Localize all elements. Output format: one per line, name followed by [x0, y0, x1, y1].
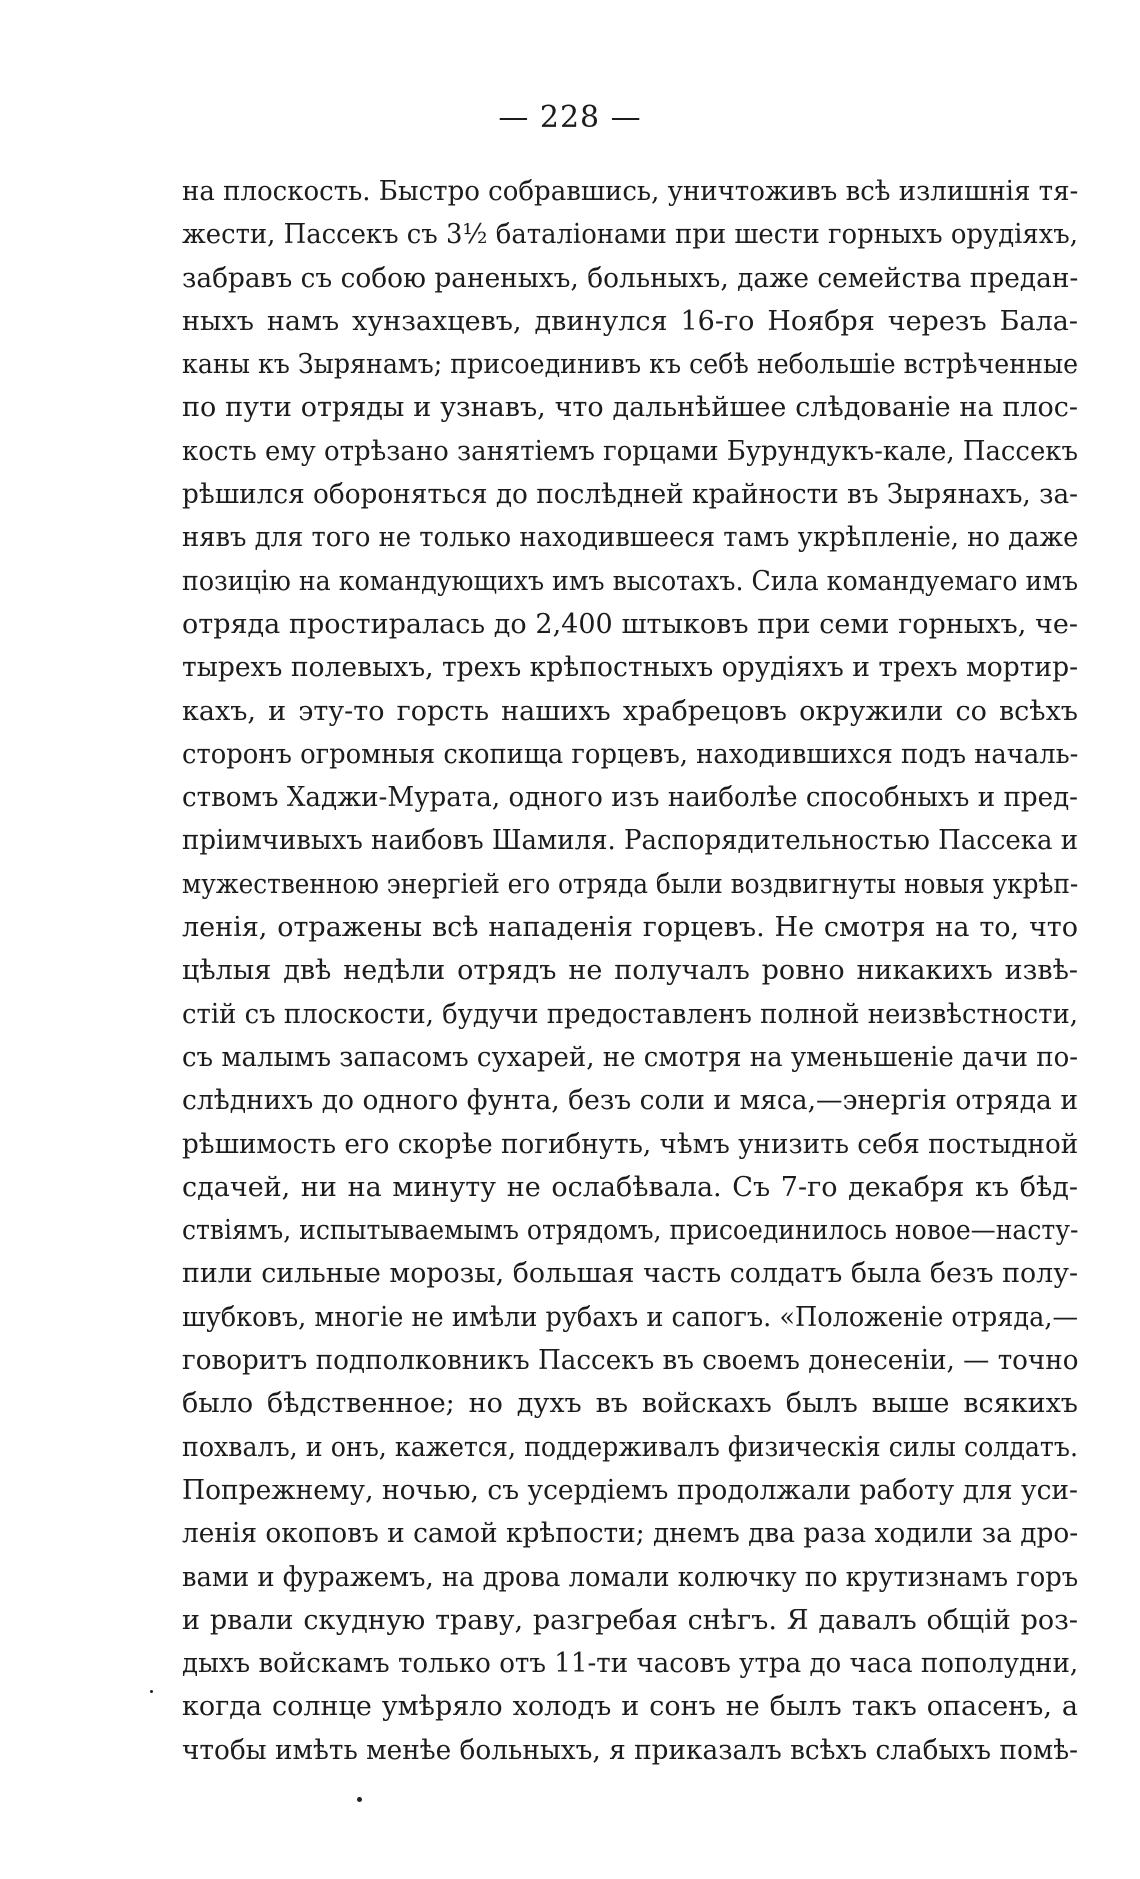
body-text — [182, 170, 1078, 1772]
text-line: слѣднихъ до одного фунта, безъ соли и мяса,—энергія отряда и — [182, 1085, 1078, 1117]
text-line: говоритъ подполковникъ Пассекъ въ своемъ донесеніи, — точно — [182, 1345, 1079, 1377]
text-line: стій съ плоскости, будучи предоставленъ полной неизвѣстности, — [182, 998, 1078, 1030]
page-number: — 228 — — [498, 100, 642, 135]
text-line: ныхъ намъ хунзахцевъ, двинулся 16-го Ноября черезъ Бала- — [182, 305, 1078, 337]
text-line: ленія окоповъ и самой крѣпости; днемъ два раза ходили за дро- — [182, 1518, 1079, 1550]
text-line: когда солнце умѣряло холодъ и сонъ не былъ такъ опасенъ, а — [182, 1691, 1078, 1723]
text-line: нявъ для того не только находившееся тамъ укрѣпленіе, но даже — [182, 522, 1079, 554]
text-line: мужественною энергіей его отряда были воздвигнуты новыя укрѣп- — [182, 868, 1079, 900]
text-line: и рвали скудную траву, разгребая снѣгъ. Я давалъ общій роз- — [182, 1604, 1078, 1636]
text-line: кахъ, и эту-то горсть нашихъ храбрецовъ окружили со всѣхъ — [182, 695, 1078, 727]
text-line: сторонъ огромныя скопища горцевъ, находившихся подъ началь- — [182, 738, 1079, 770]
ink-speck — [150, 1690, 153, 1693]
text-line: на плоскость. Быстро собравшись, уничтоживъ всѣ излишнія тя- — [182, 176, 1079, 207]
text-line: чтобы имѣть менѣе больныхъ, я приказалъ всѣхъ слабыхъ помѣ- — [182, 1734, 1079, 1766]
text-line: сдачей, ни на минуту не ослабѣвала. Съ 7-го декабря къ бѣд- — [182, 1171, 1078, 1203]
text-line: жести, Пассекъ съ 3½ баталіонами при шести горныхъ орудіяхъ, — [182, 219, 1078, 251]
text-line: позицію на командующихъ имъ высотахъ. Сила командуемаго имъ — [182, 565, 1078, 597]
ink-speck — [357, 1797, 362, 1802]
text-line: съ малымъ запасомъ сухарей, не смотря на уменьшеніе дачи по- — [182, 1041, 1078, 1073]
text-line: забравъ съ собою раненыхъ, больныхъ, даже семейства предан- — [182, 262, 1079, 294]
text-line: рѣшился обороняться до послѣдней крайности въ Зырянахъ, за- — [182, 479, 1079, 511]
text-line: пріимчивыхъ наибовъ Шамиля. Распорядительностью Пассека и — [182, 825, 1079, 857]
text-line: по пути отряды и узнавъ, что дальнѣйшее слѣдованіе на плос- — [182, 392, 1078, 424]
text-line: похвалъ, и онъ, кажется, поддерживалъ физическія силы солдатъ. — [182, 1431, 1078, 1463]
text-line: ленія, отражены всѣ нападенія горцевъ. Не смотря на то, что — [182, 912, 1078, 944]
text-line: Попрежнему, ночью, съ усердіемъ продолжали работу для уси- — [182, 1474, 1078, 1506]
text-line: вами и фуражемъ, на дрова ломали колючку по крутизнамъ горъ — [182, 1561, 1079, 1593]
text-line: тырехъ полевыхъ, трехъ крѣпостныхъ орудіяхъ и трехъ мортир- — [182, 652, 1079, 684]
text-line: каны къ Зырянамъ; присоединивъ къ себѣ небольшіе встрѣченные — [182, 349, 1079, 381]
text-line: ствомъ Хаджи-Мурата, одного изъ наиболѣе способныхъ и пред- — [182, 782, 1078, 814]
text-line: рѣшимость его скорѣе погибнуть, чѣмъ унизить себя постыдной — [182, 1128, 1079, 1160]
text-line: цѣлыя двѣ недѣли отрядъ не получалъ ровно никакихъ извѣ- — [182, 955, 1078, 987]
text-line: пили сильные морозы, большая часть солдатъ была безъ полу- — [182, 1258, 1079, 1290]
text-line: отряда простиралась до 2,400 штыковъ при семи горныхъ, че- — [182, 608, 1078, 640]
text-line: шубковъ, многіе не имѣли рубахъ и сапогъ. «Положеніе отряда,— — [182, 1301, 1078, 1333]
text-line: дыхъ войскамъ только отъ 11-ти часовъ утра до часа пополудни, — [182, 1648, 1079, 1680]
text-line: ствіямъ, испытываемымъ отрядомъ, присоединилось новое—насту- — [182, 1215, 1079, 1247]
text-line: кость ему отрѣзано занятіемъ горцами Бурундукъ-кале, Пассекъ — [182, 435, 1078, 467]
text-line: было бѣдственное; но духъ въ войскахъ былъ выше всякихъ — [182, 1388, 1078, 1420]
